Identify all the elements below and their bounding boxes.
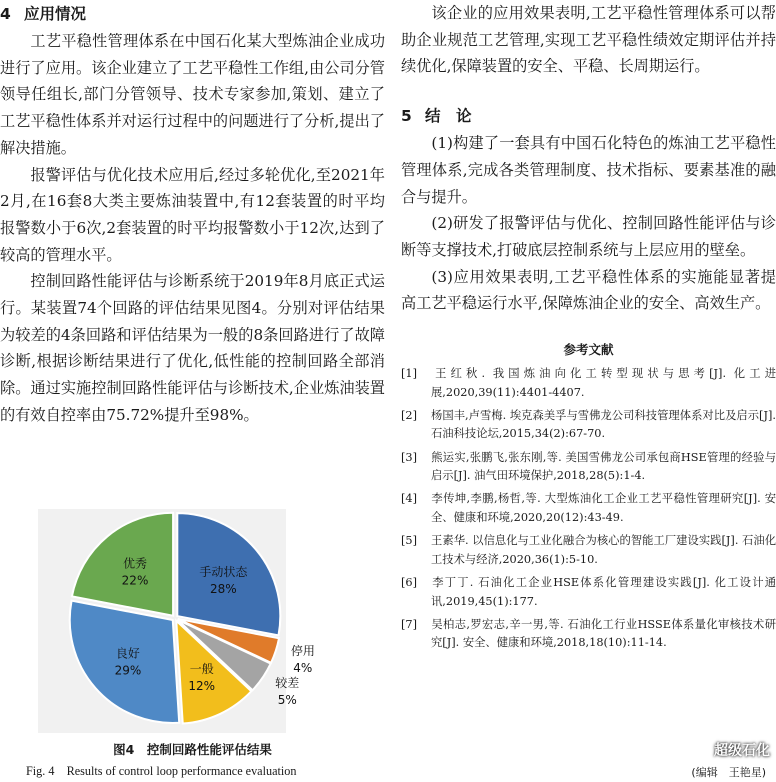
slice-label: 停用: [290, 643, 315, 658]
reference-list: [401, 365, 776, 653]
section-number: 4: [0, 5, 11, 23]
reference-item: [7] 吴柏志,罗宏志,辛一男,等. 石油化工行业HSSE体系量化审核技术研究[J]. 安全、健康和环境,2018,18(10):11-14.: [401, 617, 776, 650]
paragraph: (3)应用效果表明,工艺平稳性体系的实施能显著提高工艺平稳运行水平,保障炼油企业的安全、高效生产。: [401, 267, 776, 313]
paragraph: (2)研发了报警评估与优化、控制回路性能评估与诊断等支撑技术,打破底层控制系统与上层应用的壁垒。: [401, 214, 776, 259]
slice-percent: 12%: [188, 678, 216, 693]
section-heading: [401, 102, 776, 130]
right-column: [401, 0, 776, 658]
paragraph: 该企业的应用效果表明,工艺平稳性管理体系可以帮助企业规范工艺管理,实现工艺平稳性绩效定期评估并持续优化,保障装置的安全、平稳、长周期运行。: [401, 4, 776, 76]
reference-item: [3] 熊运实,张鹏飞,张东刚,等. 美国雪佛龙公司承包商HSE管理的经验与启示[J]. 油气田环境保护,2018,28(5):1-4.: [401, 450, 776, 483]
slice-percent: 5%: [277, 692, 297, 707]
slice-label: 一般: [189, 661, 214, 676]
reference-item: [5] 王素华. 以信息化与工业化融合为核心的智能工厂建设实践[J]. 石油化工技术与经济,2020,36(1):5-10.: [401, 534, 776, 566]
references-title: 参考文献: [563, 342, 614, 358]
left-column: [0, 0, 385, 429]
slice-percent: 22%: [121, 573, 149, 588]
paragraph: 控制回路性能评估与诊断系统于2019年8月底正式运行。某装置74个回路的评估结果见图4。分别对评估结果为较差的4条回路和评估结果为一般的8条回路进行了故障诊断,根据诊断结果进行了优化,低性能的控制回路全部消除。通过实施控制回路性能评估与诊断技术,企业炼油装置的有效自控率由75.72%提升至98%。: [0, 272, 385, 424]
reference-item: [2] 杨国丰,卢雪梅. 埃克森美孚与雪佛龙公司科技管理体系对比及启示[J]. 石油科技论坛,2015,34(2):67-70.: [401, 408, 776, 441]
slice-label: 手动状态: [199, 565, 248, 580]
watermark-logo: 超级石化: [714, 743, 770, 759]
section-number: 5: [401, 107, 412, 126]
reference-item: [4] 李传坤,李鹏,杨哲,等. 大型炼油化工企业工艺平稳性管理研究[J]. 安全、健康和环境,2020,20(12):43-49.: [401, 492, 776, 524]
editor-credit: (编辑 王艳星): [691, 766, 766, 779]
section-title: 应用情况: [24, 5, 87, 23]
slice-label: 优秀: [123, 556, 148, 571]
section-heading: [0, 0, 385, 28]
paragraph: (1)构建了一套具有中国石化特色的炼油工艺平稳性管理体系,完成各类管理制度、技术指标、要素基准的融合与提升。: [401, 134, 776, 206]
section-title: 结 论: [425, 107, 472, 126]
pie-chart: [0, 509, 385, 735]
slice-label: 良好: [115, 646, 140, 661]
figure-4: [0, 509, 385, 781]
slice-percent: 28%: [210, 582, 237, 597]
paragraph: 报警评估与优化技术应用后,经过多轮优化,至2021年2月,在16套8大类主要炼油装置中,有12套装置的时平均报警数小于6次,2套装置的时平均报警数小于12次,达到了较高的管理水平。: [0, 165, 385, 264]
reference-item: [1] 王红秋. 我国炼油向化工转型现状与思考[J]. 化工进展,2020,39(11):4401-4407.: [401, 367, 776, 399]
reference-item: [6] 李丁丁. 石油化工企业HSE体系化管理建设实践[J]. 化工设计通讯,2019,45(1):177.: [401, 575, 776, 608]
slice-percent: 4%: [293, 660, 313, 675]
paragraph: 工艺平稳性管理体系在中国石化某大型炼油企业成功进行了应用。该企业建立了工艺平稳性工作组,由公司分管领导任组长,部门分管领导、技术专家参加,策划、建立了工艺平稳性体系并对运行过程中的问题进行了分析,提出了解决措施。: [0, 32, 385, 157]
figure-caption-cn: 图4 控制回路性能评估结果: [113, 742, 272, 757]
slice-percent: 29%: [114, 663, 142, 678]
slice-label: 较差: [275, 675, 300, 690]
figure-caption-en: Fig. 4 Results of control loop performance evaluation: [26, 764, 297, 778]
